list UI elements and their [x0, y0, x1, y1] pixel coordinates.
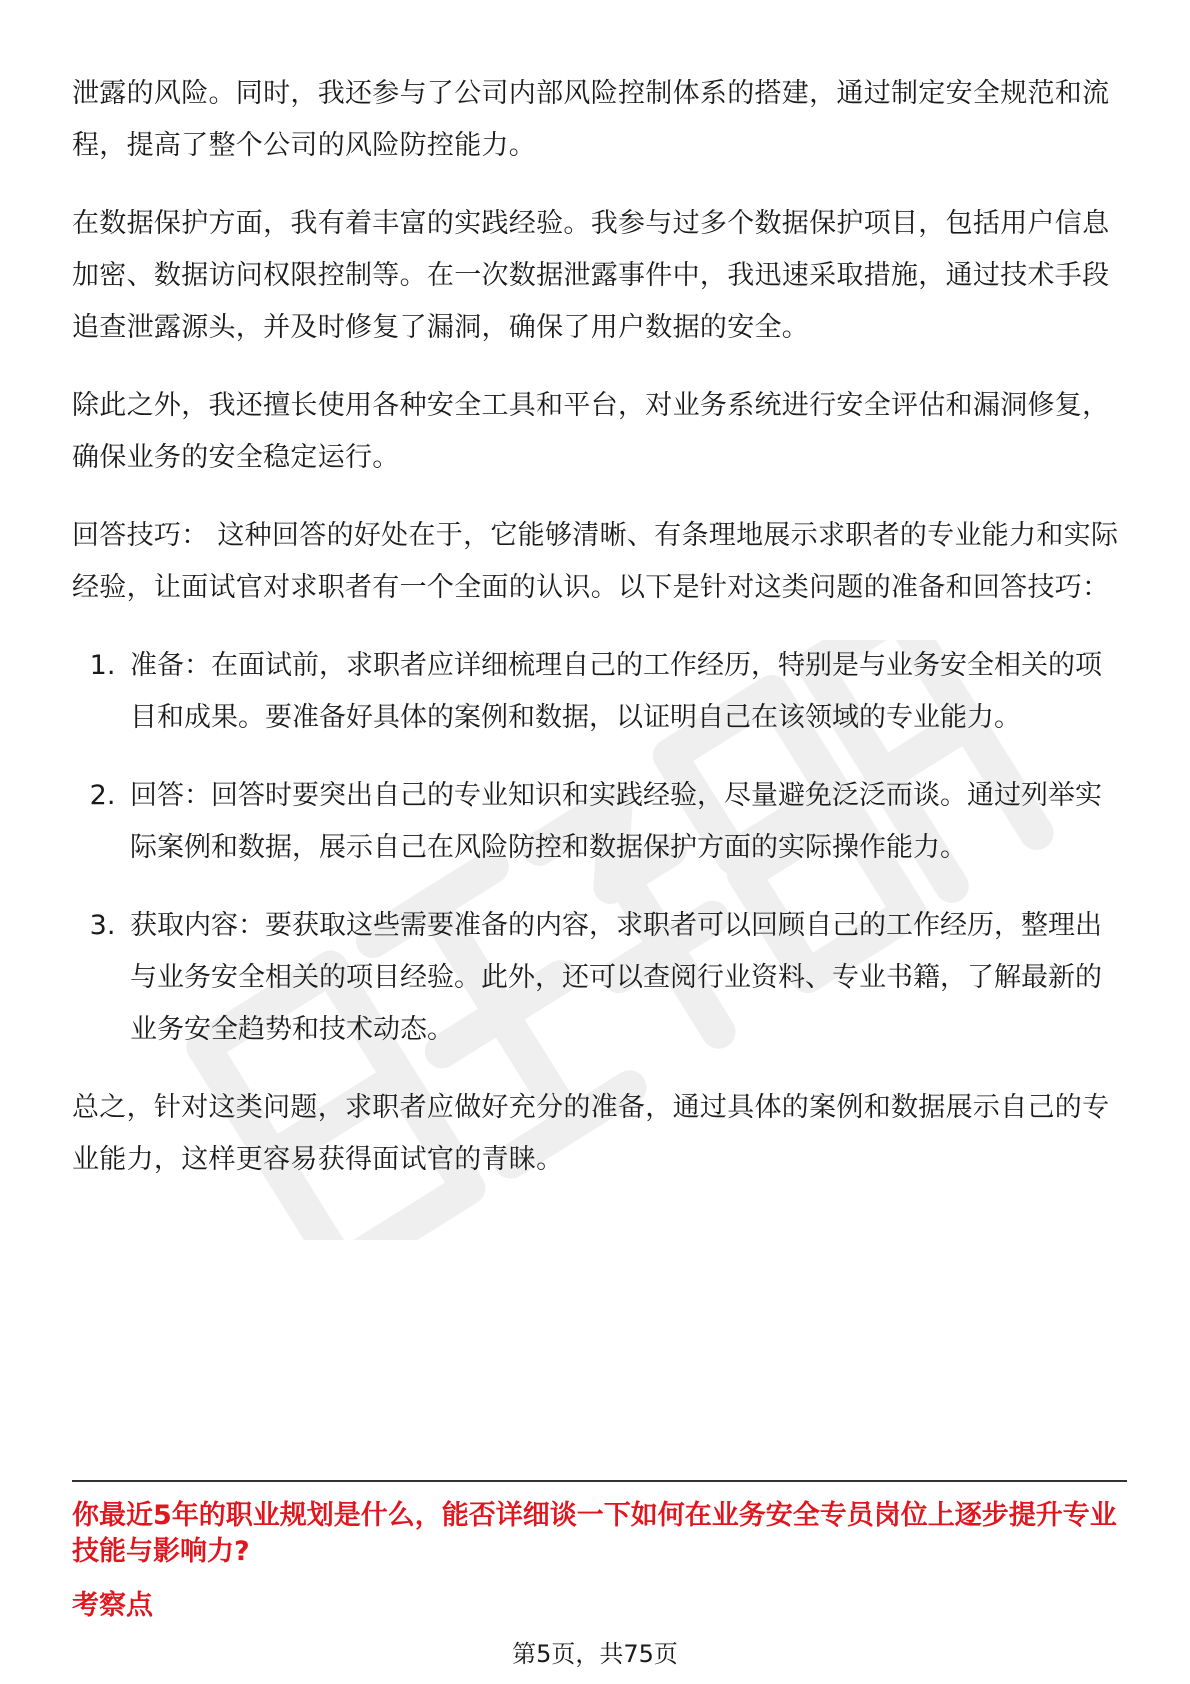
section-divider: [72, 1480, 1127, 1482]
next-question-heading: 你最近5年的职业规划是什么，能否详细谈一下如何在业务安全专员岗位上逐步提升专业技能与影响力?: [72, 1500, 1117, 1567]
paragraph-tools: 除此之外，我还擅长使用各种安全工具和平台，对业务系统进行安全评估和漏洞修复，确保业务的安全稳定运行。: [72, 390, 1110, 473]
paragraph-summary: 总之，针对这类问题，求职者应做好充分的准备，通过具体的案例和数据展示自己的专业能力，这样更容易获得面试官的青睐。: [72, 1092, 1110, 1175]
main-content: [72, 68, 1127, 1212]
list-item: 2. 回答：回答时要突出自己的专业知识和实践经验，尽量避免泛泛而谈。通过列举实际案例和数据，展示自己在风险防控和数据保护方面的实际操作能力。: [124, 770, 1127, 874]
tips-list: [72, 640, 1127, 1056]
paragraph-data-protection: 在数据保护方面，我有着丰富的实践经验。我参与过多个数据保护项目，包括用户信息加密、数据访问权限控制等。在一次数据泄露事件中，我迅速采取措施，通过技术手段追查泄露源头，并及时修复了漏洞，确保了用户数据的安全。: [72, 208, 1110, 343]
list-item: 3. 获取内容：要获取这些需要准备的内容，求职者可以回顾自己的工作经历，整理出与业务安全相关的项目经验。此外，还可以查阅行业资料、专业书籍，了解最新的业务安全趋势和技术动态。: [124, 900, 1127, 1056]
section-label-examination-points: 考察点: [72, 1590, 153, 1621]
list-item: 1. 准备：在面试前，求职者应详细梳理自己的工作经历，特别是与业务安全相关的项目和成果。要准备好具体的案例和数据，以证明自己在该领域的专业能力。: [124, 640, 1127, 744]
paragraph-intro: 泄露的风险。同时，我还参与了公司内部风险控制体系的搭建，通过制定安全规范和流程，提高了整个公司的风险防控能力。: [72, 78, 1110, 161]
page-number-footer: 第5页，共75页: [512, 1640, 678, 1668]
paragraph-answer-tips: 回答技巧： 这种回答的好处在于，它能够清晰、有条理地展示求职者的专业能力和实际经验，让面试官对求职者有一个全面的认识。以下是针对这类问题的准备和回答技巧：: [72, 520, 1119, 603]
